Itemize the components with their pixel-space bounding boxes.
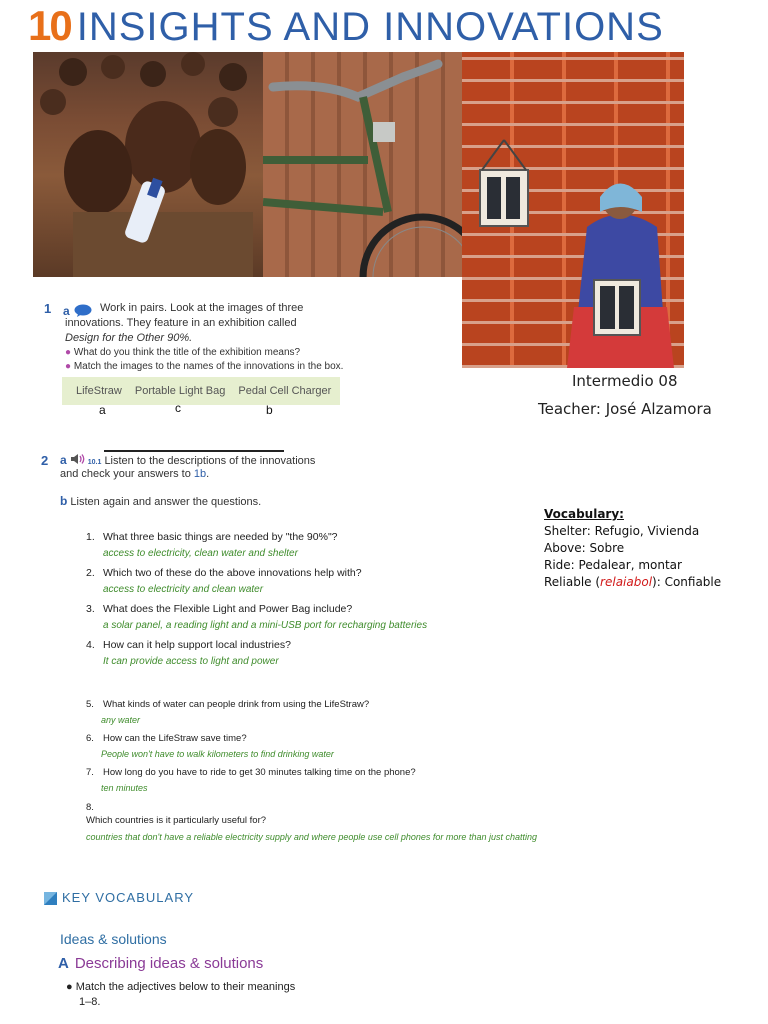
exercise-1-bullet-1: [65, 346, 300, 360]
exercise-2b-letter: b: [60, 494, 68, 508]
exercise-2a-line-2: [60, 467, 209, 482]
vocab-shelter: Shelter: Refugio, Vivienda: [544, 524, 700, 538]
question-7: [86, 766, 646, 779]
exercise-1a-line-2: innovations. They feature in an exhibition called: [65, 317, 297, 329]
key-vocabulary-icon: [44, 892, 57, 905]
photo-pedal-cell-charger: [263, 52, 463, 277]
exercise-2a-instruction-1: Listen to the descriptions of the innovations: [104, 455, 316, 467]
unit-header: [28, 2, 664, 50]
exercise-1-number: 1: [44, 301, 52, 316]
instruction-1-text: Match the adjectives below to their meanings: [75, 981, 296, 993]
vocab-reliable-word: Reliable (: [544, 575, 601, 589]
audio-speaker-icon[interactable]: [70, 453, 88, 465]
bullet-dot-icon: ●: [66, 981, 73, 993]
photo-lifestraw-children: [33, 52, 263, 277]
innovation-word-box: [62, 377, 340, 405]
question-block-2: [86, 698, 646, 844]
question-4: [86, 638, 506, 652]
exercise-1-bullet-2: [65, 360, 343, 374]
unit-title: INSIGHTS AND INNOVATIONS: [76, 5, 664, 49]
word-pedal-cell-charger: Pedal Cell Charger: [238, 385, 332, 397]
teacher-name: Teacher: José Alzamora: [538, 400, 712, 418]
word-portable-light-bag: Portable Light Bag: [134, 385, 226, 397]
answer-3: a solar panel, a reading light and a mini-USB port for recharging batteries: [103, 620, 428, 631]
answer-1: access to electricity, clean water and shelter: [103, 548, 298, 559]
answer-6: People won't have to walk kilometers to find drinking water: [101, 749, 334, 759]
exercise-2-number: 2: [41, 453, 49, 468]
question-3-number: 3.: [86, 603, 95, 615]
section-title: Describing ideas & solutions: [74, 955, 264, 972]
question-8-text: Which countries is it particularly useful for?: [86, 815, 267, 826]
word-lifestraw: LifeStraw: [76, 385, 122, 397]
exercise-1-bullet-2-text: Match the images to the names of the innovations in the box.: [73, 361, 344, 372]
exercise-1: [44, 300, 51, 318]
answer-5: any water: [101, 715, 141, 725]
vocab-reliable-meaning: ): Confiable: [652, 575, 722, 589]
section-letter: A: [58, 955, 69, 972]
key-vocabulary-instruction: [66, 980, 295, 1010]
bullet-dot-icon: ●: [65, 361, 72, 372]
exercise-2a-instruction-2: and check your answers to: [60, 468, 194, 480]
unit-number: 10: [28, 2, 71, 49]
match-answer-pedal-charger: b: [266, 403, 273, 417]
key-vocabulary-subtitle: Ideas & solutions: [60, 931, 167, 947]
vocab-reliable: [544, 574, 721, 591]
exercise-1a-line-1: Work in pairs. Look at the images of three: [100, 302, 304, 314]
course-name: Intermedio 08: [572, 372, 678, 390]
vocab-reliable-pronunciation: relaiabol: [600, 575, 653, 589]
track-number: 10.1: [87, 459, 102, 466]
question-5-text: What kinds of water can people drink from using the LifeStraw?: [103, 699, 370, 710]
answer-4: It can provide access to light and power: [103, 656, 279, 667]
exercise-2a-letter: a: [60, 453, 67, 467]
answer-2: access to electricity and clean water: [103, 584, 264, 595]
question-6-text: How can the LifeStraw save time?: [103, 733, 247, 744]
question-3: [86, 602, 506, 616]
key-vocabulary-instruction-line-1: [66, 980, 295, 995]
vocabulary-notes: [544, 506, 721, 591]
question-4-text: How can it help support local industries?: [103, 639, 291, 651]
exercise-2a-reference: 1b: [193, 468, 207, 480]
question-8-number: 8.: [86, 802, 94, 813]
question-2-text: Which two of these do the above innovations help with?: [103, 567, 362, 579]
vocab-above: Above: Sobre: [544, 541, 625, 555]
match-answer-light-bag: c: [175, 401, 181, 415]
question-4-number: 4.: [86, 639, 95, 651]
instruction-2-text: 1–8.: [79, 996, 101, 1008]
match-answer-lifestraw: a: [99, 403, 106, 417]
question-2: [86, 566, 506, 580]
question-1-text: What three basic things are needed by "the 90%"?: [103, 531, 338, 543]
answer-7: ten minutes: [101, 783, 148, 793]
question-1-number: 1.: [86, 531, 95, 543]
question-1: [86, 530, 506, 544]
exercise-1a-line-3: Design for the Other 90%.: [65, 332, 193, 344]
exercise-2a-period: .: [206, 468, 210, 480]
exercise-1-bullet-1-text: What do you think the title of the exhibition means?: [73, 347, 301, 358]
question-6: [86, 732, 646, 745]
exercise-2b-instruction: Listen again and answer the questions.: [70, 496, 262, 508]
key-vocabulary-section: [58, 955, 263, 972]
question-5-number: 5.: [86, 699, 94, 710]
divider-line: [104, 450, 284, 452]
question-6-number: 6.: [86, 733, 94, 744]
question-7-text: How long do you have to ride to get 30 minutes talking time on the phone?: [103, 767, 416, 778]
question-3-text: What does the Flexible Light and Power Bag include?: [103, 603, 353, 615]
question-7-number: 7.: [86, 767, 94, 778]
vocabulary-title: Vocabulary:: [544, 507, 624, 521]
exercise-1a-letter: a: [63, 304, 70, 318]
exercise-2b-line: [60, 494, 261, 510]
key-vocabulary-title: KEY VOCABULARY: [62, 890, 195, 905]
bullet-dot-icon: ●: [65, 347, 72, 358]
answer-8: countries that don't have a reliable electricity supply and where people use cell phones for more than just chatting: [86, 832, 537, 842]
question-2-number: 2.: [86, 567, 95, 579]
question-block-1: [86, 530, 506, 674]
vocab-ride: Ride: Pedalear, montar: [544, 558, 682, 572]
question-5: [86, 698, 646, 711]
photo-portable-light-bag: [462, 52, 684, 368]
exercise-2: [41, 452, 48, 470]
